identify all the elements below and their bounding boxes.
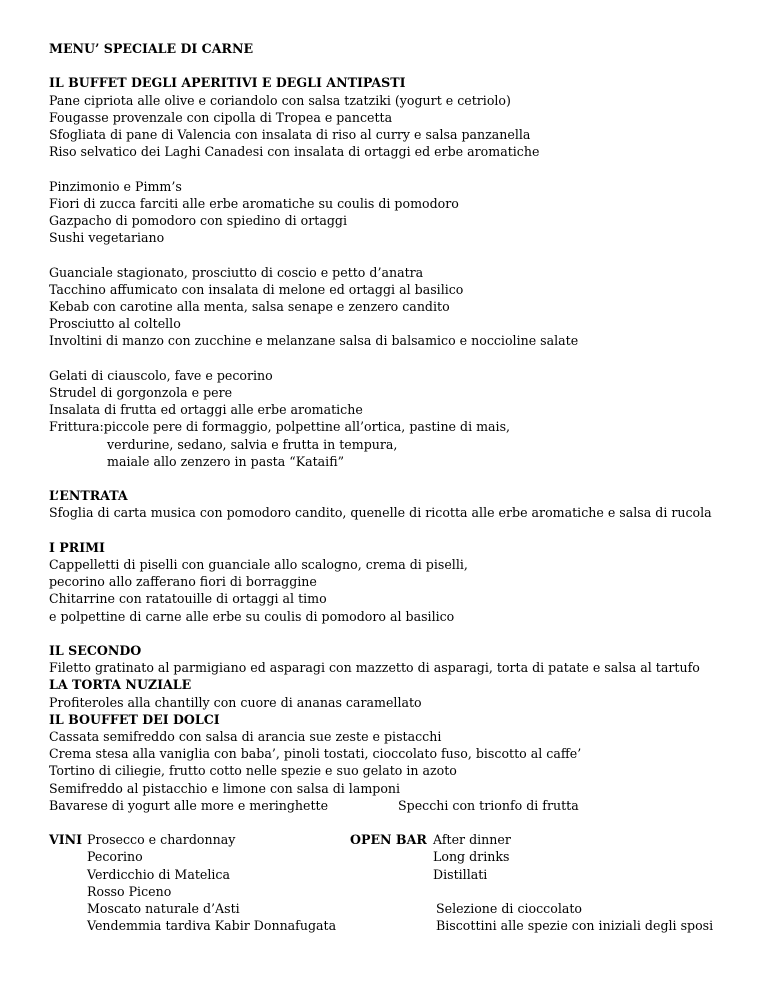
spacer	[49, 160, 749, 177]
spacer	[49, 246, 749, 263]
menu-item: Kebab con carotine alla menta, salsa senape e zenzero candito	[49, 299, 450, 314]
menu-item: Gelati di ciauscolo, fave e pecorino	[49, 367, 273, 383]
menu-item: Specchi con trionfo di frutta	[398, 797, 579, 813]
primi-heading: I PRIMI	[49, 539, 105, 555]
dolci-heading: IL BOUFFET DEI DOLCI	[49, 711, 220, 727]
menu-item: Insalata di frutta ed ortaggi alle erbe aromatiche	[49, 402, 363, 418]
buffet-heading: IL BUFFET DEGLI APERITIVI E DEGLI ANTIPASTI	[49, 75, 406, 91]
menu-item: Pinzimonio e Pimm’s	[49, 178, 182, 194]
menu-item: Pane cipriota alle olive e coriandolo con salsa tzatziki (yogurt e cetriolo)	[49, 92, 511, 108]
menu-item: Sfogliata di pane di Valencia con insalata di riso al curry e salsa panzanella	[49, 127, 531, 142]
menu-item: Riso selvatico dei Laghi Canadesi con insalata di ortaggi ed erbe aromatiche	[49, 144, 540, 160]
menu-item: Fiori di zucca farciti alle erbe aromatiche su coulis di pomodoro	[49, 195, 459, 211]
drinks-row	[49, 848, 749, 865]
menu-item: Profiteroles alla chantilly con cuore di ananas caramellato	[49, 694, 422, 710]
menu-item: Strudel di gorgonzola e pere	[49, 385, 233, 400]
open-bar-item: Distillati	[433, 866, 488, 882]
spacer	[49, 57, 749, 74]
spacer	[49, 470, 749, 487]
open-bar-extra: Biscottini alle spezie con iniziali degli sposi	[436, 918, 714, 934]
open-bar-extra: Selezione di cioccolato	[436, 900, 582, 916]
menu-item: Chitarrine con ratatouille di ortaggi al timo	[49, 591, 327, 607]
wine-item: Vendemmia tardiva Kabir Donnafugata	[87, 918, 337, 934]
wine-item: Pecorino	[87, 849, 143, 865]
menu-item: Guanciale stagionato, prosciutto di coscio e petto d’anatra	[49, 264, 424, 280]
menu-item: Cappelletti di piselli con guanciale allo scalogno, crema di piselli,	[49, 557, 468, 572]
menu-item: Semifreddo al pistacchio e limone con salsa di lamponi	[49, 780, 401, 796]
drinks-row	[49, 900, 749, 917]
spacer	[49, 814, 749, 831]
spacer	[49, 522, 749, 539]
menu-item-continued: maiale allo zenzero in pasta “Kataifi”	[107, 453, 345, 469]
menu-item: Sfoglia di carta musica con pomodoro candito, quenelle di ricotta alle erbe aromatiche e salsa di rucola	[49, 505, 712, 521]
drinks-row	[49, 883, 749, 900]
menu-item: Tacchino affumicato con insalata di melone ed ortaggi al basilico	[49, 281, 464, 297]
menu-item: Filetto gratinato al parmigiano ed asparagi con mazzetto di asparagi, torta di patate e salsa al tartufo	[49, 660, 700, 676]
menu-item: Prosciutto al coltello	[49, 316, 181, 332]
menu-item: Involtini di manzo con zucchine e melanzane salsa di balsamico e noccioline salate	[49, 333, 579, 349]
menu-item-continued: verdurine, sedano, salvia e frutta in tempura,	[107, 436, 398, 452]
menu-item: Frittura:piccole pere di formaggio, polpettine all’ortica, pastine di mais,	[49, 419, 511, 435]
menu-item: Crema stesa alla vaniglia con baba’, pinoli tostati, cioccolato fuso, biscotto al caffe’	[49, 746, 582, 762]
menu-item: e polpettine di carne alle erbe su coulis di pomodoro al basilico	[49, 608, 455, 624]
wine-item: Rosso Piceno	[87, 883, 172, 899]
open-bar-item: After dinner	[433, 832, 511, 848]
open-bar-item: Long drinks	[433, 849, 510, 865]
torta-heading: LA TORTA NUZIALE	[49, 677, 192, 693]
entrata-heading: L’ENTRATA	[49, 488, 128, 504]
secondo-heading: IL SECONDO	[49, 643, 142, 658]
menu-document	[49, 40, 749, 934]
drinks-row	[49, 831, 749, 848]
dolci-last-row	[49, 797, 749, 814]
spacer	[49, 625, 749, 642]
vini-label: VINI	[49, 832, 83, 848]
menu-item: pecorino allo zafferano fiori di borraggine	[49, 574, 317, 590]
drinks-row	[49, 917, 749, 934]
menu-item: Cassata semifreddo con salsa di arancia sue zeste e pistacchi	[49, 729, 442, 745]
open-bar-label: OPEN BAR	[350, 832, 427, 848]
wine-item: Moscato naturale d’Asti	[87, 900, 240, 916]
menu-item: Bavarese di yogurt alle more e meringhette	[49, 797, 329, 813]
wine-item: Prosecco e chardonnay	[87, 832, 236, 848]
menu-item: Fougasse provenzale con cipolla di Tropea e pancetta	[49, 109, 393, 125]
menu-item: Sushi vegetariano	[49, 230, 165, 246]
menu-item: Tortino di ciliegie, frutto cotto nelle spezie e suo gelato in azoto	[49, 763, 457, 779]
menu-item: Gazpacho di pomodoro con spiedino di ortaggi	[49, 213, 347, 228]
menu-title: MENU’ SPECIALE DI CARNE	[49, 41, 254, 56]
drinks-row	[49, 866, 749, 883]
wine-item: Verdicchio di Matelica	[87, 866, 230, 882]
spacer	[49, 350, 749, 367]
